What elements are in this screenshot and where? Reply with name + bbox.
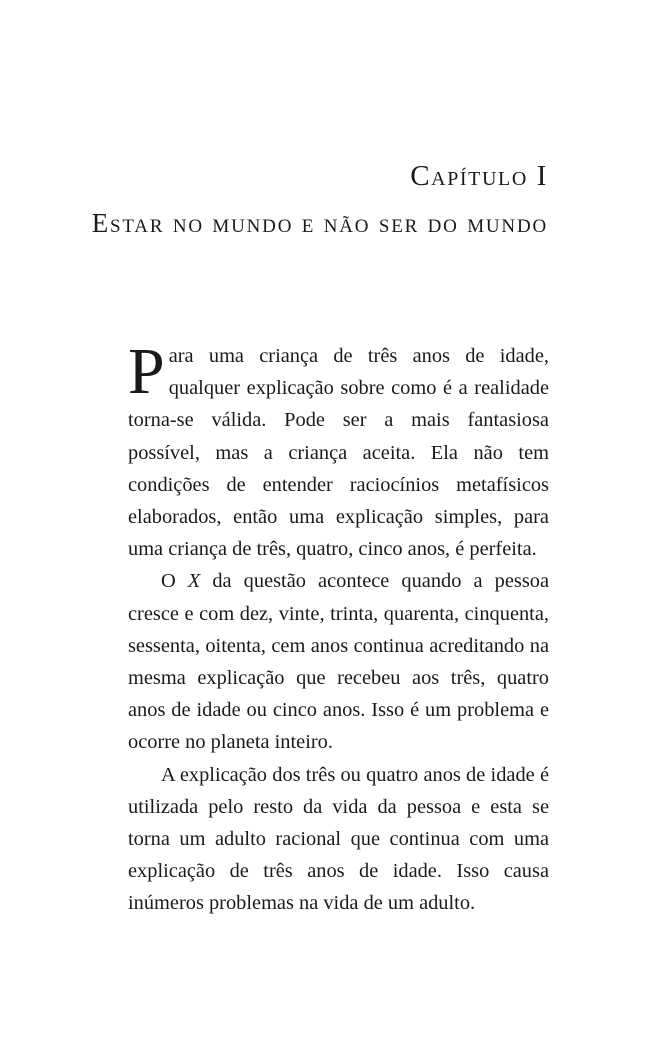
- drop-cap: P: [128, 340, 165, 408]
- paragraph-2-start: O: [161, 570, 188, 593]
- chapter-title: Estar no mundo e não ser do mundo: [91, 208, 548, 238]
- paragraph-2: [128, 565, 549, 758]
- paragraph-3: A explicação dos três ou quatro anos de idade é utilizada pelo resto da vida da pessoa e esta se torna um adulto racional que continua com uma explicação de três anos de idade. Isso causa inúmeros problemas na vida de um adulto.: [128, 763, 549, 915]
- paragraph-2-emphasis: X: [187, 570, 201, 593]
- paragraph-1-text: ara uma criança de três anos de idade, qualquer explicação sobre como é a realidade torna-se válida. Pode ser a mais fantasiosa possível, mas a criança aceita. Ela não tem condições de entender raciocínios metafísicos elaborados, então uma explicação simples, para uma criança de três, quatro, cinco anos, é perfeita.: [128, 345, 549, 561]
- paragraph-1: [128, 340, 549, 565]
- paragraph-2-text: da questão acontece quando a pessoa cresce e com dez, vinte, trinta, quarenta, cinquenta, sessenta, oitenta, cem anos continua acreditando na mesma explicação que recebeu aos três, quatro anos de idade ou cinco anos. Isso é um problema e ocorre no planeta inteiro.: [128, 570, 549, 754]
- chapter-number: Capítulo I: [410, 160, 548, 192]
- chapter-body: [128, 340, 549, 920]
